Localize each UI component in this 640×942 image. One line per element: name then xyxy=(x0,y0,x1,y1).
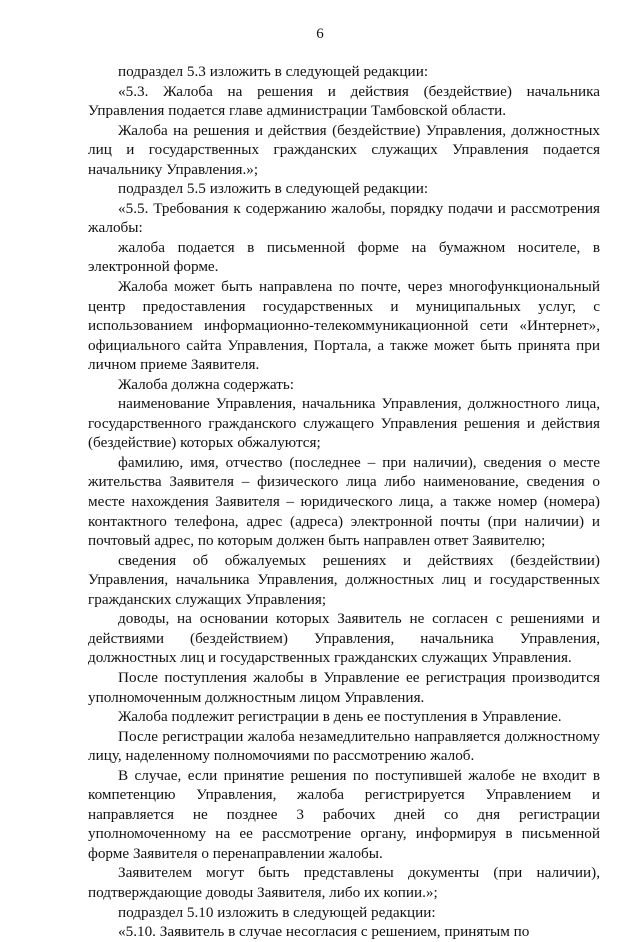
paragraph-15: После регистрации жалоба незамедлительно направляется должностному лицу, наделенному полномочиями по рассмотрению жалоб. xyxy=(88,727,600,765)
paragraph-18: подраздел 5.10 изложить в следующей редакции: xyxy=(118,903,436,921)
paragraph-17: Заявителем могут быть представлены документы (при наличии), подтверждающие доводы Заявителя, либо их копии.»; xyxy=(88,864,600,901)
paragraph-4: подраздел 5.5 изложить в следующей редакции: xyxy=(118,180,429,198)
paragraph-14: Жалоба подлежит регистрации в день ее поступления в Управление. xyxy=(118,708,562,726)
paragraph-11: сведения об обжалуемых решениях и действиях (бездействии) Управления, начальника Управления, должностных лиц и государственных гражданских служащих Управления; xyxy=(88,551,600,608)
paragraph-16: В случае, если принятие решения по поступившей жалобе не входит в компетенцию Управления, жалоба регистрируется Управлением и направляется не позднее 3 рабочих дней со дня регистрации уполномоченному на ее рассмотрение органу, информируя в письменной форме Заявителя о перенаправлении жалобы. xyxy=(88,766,600,862)
paragraph-2: «5.3. Жалоба на решения и действия (бездействие) начальника Управления подается главе администрации Тамбовской области. xyxy=(88,82,600,120)
paragraph-6: жалоба подается в письменной форме на бумажном носителе, в электронной форме. xyxy=(88,238,600,276)
paragraph-3: Жалоба на решения и действия (бездействие) Управления, должностных лиц и государственных гражданских служащих Управления подается начальнику Управления.»; xyxy=(88,121,600,178)
paragraph-1: подраздел 5.3 изложить в следующей редакции: xyxy=(118,63,429,80)
paragraph-10: фамилию, имя, отчество (последнее – при наличии), сведения о месте жительства Заявителя – физического лица либо наименование, сведения о месте нахождения Заявителя – юридического лица, а также номер (номера) контактного телефона, адрес (адреса) электронной почты (при наличии) и почтовый адрес, по которым должен быть направлен ответ Заявителю; xyxy=(88,453,600,550)
paragraph-9: наименование Управления, начальника Управления, должностного лица, государственного гражданского служащего Управления решения и действия (бездействие) которых обжалуются; xyxy=(88,395,600,452)
paragraph-19: «5.10. Заявитель в случае несогласия с решением, принятым по xyxy=(118,923,530,941)
paragraph-8: Жалоба должна содержать: xyxy=(118,375,294,393)
page-number: 6 xyxy=(316,26,324,42)
paragraph-12: доводы, на основании которых Заявитель не согласен с решениями и действиями (бездействием) Управления, начальника Управления, должностных лиц и государственных гражданских служащих Управления. xyxy=(88,610,600,667)
paragraph-7: Жалоба может быть направлена по почте, через многофункциональный центр предоставления государственных и муниципальных услуг, с использованием информационно-телекоммуникационной сети «Интернет», официального сайта Управления, Портала, а также может быть принята при личном приеме Заявителя. xyxy=(88,278,600,374)
paragraph-13: После поступления жалобы в Управление ее регистрация производится уполномоченным должностным лицом Управления. xyxy=(88,668,600,706)
document-body xyxy=(88,62,600,942)
paragraph-5: «5.5. Требования к содержанию жалобы, порядку подачи и рассмотрения жалобы: xyxy=(88,199,600,237)
